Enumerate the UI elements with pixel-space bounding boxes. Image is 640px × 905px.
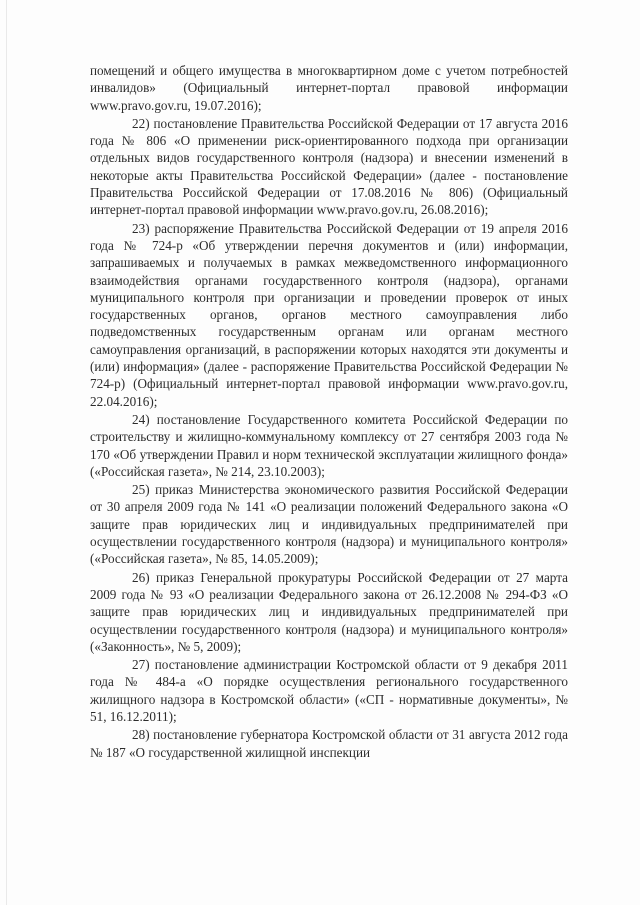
scan-edge-line: [6, 0, 7, 905]
paragraph-item-24: 24) постановление Государственного комитета Российской Федерации по строительству и жилищно-коммунальному комплексу от 27 сентября 2003 года № 170 «Об утверждении Правил и норм технической эксплуатации жилищного фонда» («Российская газета», № 214, 23.10.2003);: [90, 411, 568, 479]
paragraph-item-27: 27) постановление администрации Костромской области от 9 декабря 2011 года № 484-а «О порядке осуществления регионального государственного жилищного надзора в Костромской области» («СП - нормативные документы», № 51, 16.12.2011);: [90, 657, 568, 724]
paragraph-item-26: 26) приказ Генеральной прокуратуры Российской Федерации от 27 марта 2009 года № 93 «О реализации Федерального закона от 26.12.2008 № 294-ФЗ «О защите прав юридических лиц и индивидуальных предпринимателей при осуществлении государственного контроля (надзора) и муниципального контроля» («Законность», № 5, 2009);: [90, 569, 568, 654]
paragraph-item-22: 22) постановление Правительства Российской Федерации от 17 августа 2016 года № 806 «О применении риск-ориентированного подхода при организации отдельных видов государственного контроля (надзора) и внесении изменений в некоторые акты Правительства Российской Федерации» (далее - постановление Правительства Российской Федерации от 17.08.2016 № 806) (Официальный интернет-портал правовой информации www.pravo.gov.ru, 26.08.2016);: [90, 115, 568, 218]
paragraph-item-28: 28) постановление губернатора Костромской области от 31 августа 2012 года № 187 «О государственной жилищной инспекции: [90, 727, 568, 760]
document-body: [90, 62, 568, 762]
paragraph-item-23: 23) распоряжение Правительства Российской Федерации от 19 апреля 2016 года № 724-р «Об утверждении перечня документов и (или) информации, запрашиваемых и получаемых в рамках межведомственного информационного взаимодействия органами государственного контроля (надзора), органами муниципального контроля при организации и проведении проверок от иных государственных органов, органов местного самоуправления либо подведомственных государственным органам или органам местного самоуправления организаций, в распоряжении которых находятся эти документы и (или) информация» (далее - распоряжение Правительства Российской Федерации № 724-р) (Официальный интернет-портал правовой информации www.pravo.gov.ru, 22.04.2016);: [90, 220, 568, 409]
paragraph-item-25: 25) приказ Министерства экономического развития Российской Федерации от 30 апреля 2009 года № 141 «О реализации положений Федерального закона «О защите прав юридических лиц и индивидуальных предпринимателей при осуществлении государственного контроля (надзора) и муниципального контроля» («Российская газета», № 85, 14.05.2009);: [90, 482, 568, 567]
paragraph-continuation: помещений и общего имущества в многоквартирном доме с учетом потребностей инвалидов» (Официальный интернет-портал правовой информации www.pravo.gov.ru, 19.07.2016);: [90, 63, 568, 113]
